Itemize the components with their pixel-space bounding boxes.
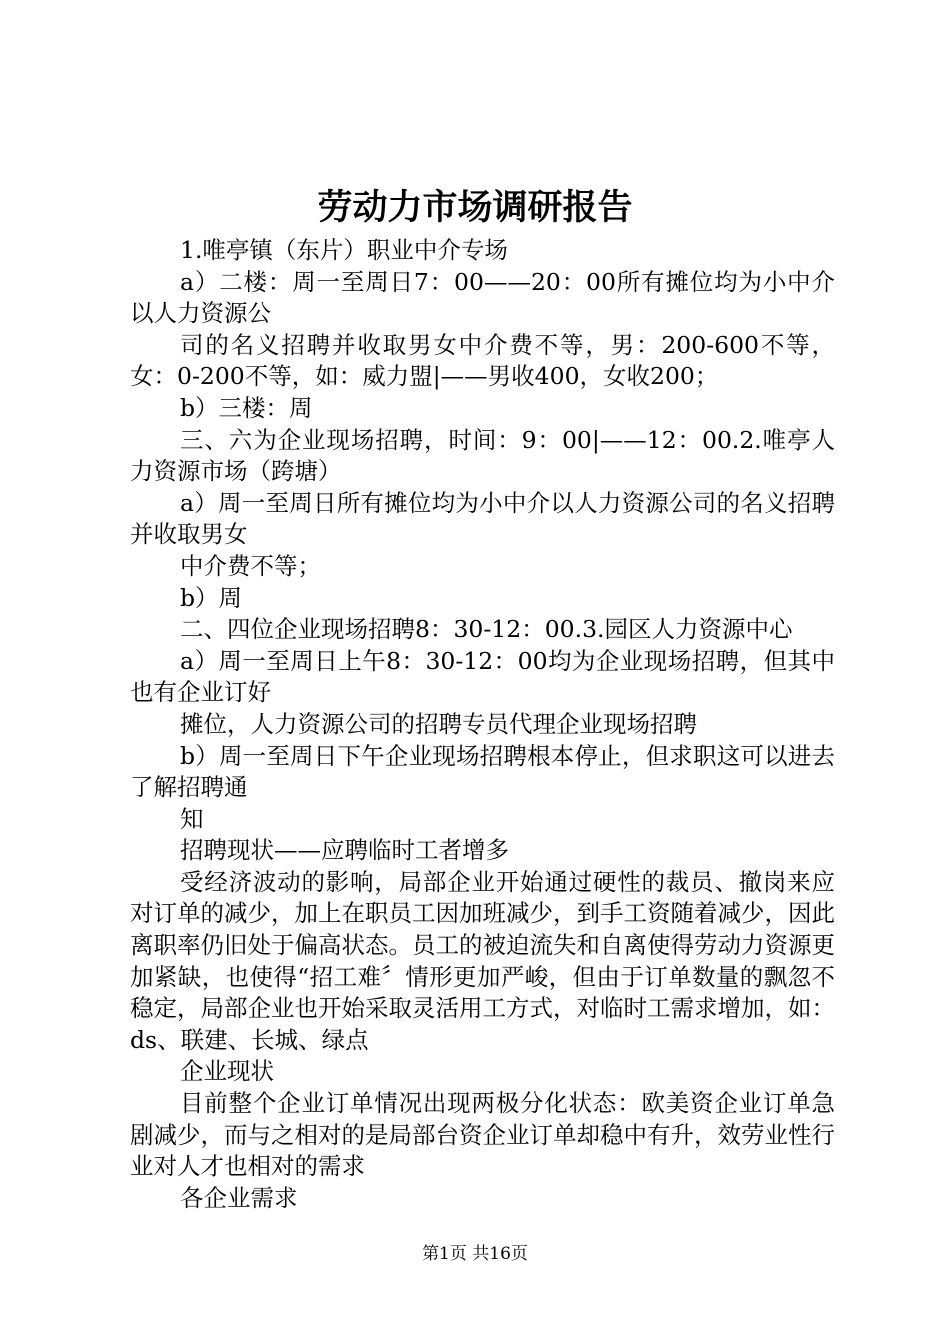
section-heading: 企业现状 [180,1057,274,1086]
document-title: 劳动力市场调研报告 [317,187,633,228]
paragraph: b）三楼：周 [180,393,313,422]
section-heading: 招聘现状——应聘临时工者增多 [180,836,509,865]
paragraph: 摊位，人力资源公司的招聘专员代理企业现场招聘 [180,709,697,738]
paragraph: 知 [180,804,204,833]
page-number-footer: 第1页 共16页 [422,1244,528,1264]
paragraph: 目前整个企业订单情况出现两极分化状态：欧美资企业订单急剧减少，而与之相对的是局部台资企业订单却稳中有升，效劳业性行业对人才也相对的需求 [130,1089,835,1181]
paragraph: 司的名义招聘并收取男女中介费不等，男：200-600不等，女：0-200不等，如：威力盟|——男收400，女收200； [130,330,835,391]
paragraph: b）周 [180,583,243,612]
paragraph: 受经济波动的影响，局部企业开始通过硬性的裁员、撤岗来应对订单的减少，加上在职员工因加班减少，到手工资随着减少，因此离职率仍旧处于偏高状态。员工的被迫流失和自离使得劳动力资源更加紧缺，也使得“招工难〞情形更加严峻，但由于订单数量的飘忽不稳定，局部企业也开始采取灵活用工方式，对临时工需求增加，如：ds、联建、长城、绿点 [130,867,835,1054]
paragraph: a）周一至周日所有摊位均为小中介以人力资源公司的名义招聘并收取男女 [130,488,835,549]
section-heading: 各企业需求 [180,1183,298,1212]
paragraph: a）周一至周日上午8：30-12：00均为企业现场招聘，但其中也有企业订好 [130,646,835,707]
paragraph: a）二楼：周一至周日7：00——20：00所有摊位均为小中介以人力资源公 [130,267,835,328]
paragraph: b）周一至周日下午企业现场招聘根本停止，但求职这可以进去了解招聘通 [130,741,835,802]
paragraph: 三、六为企业现场招聘，时间：9：00|——12：00.2.唯亭人力资源市场（跨塘） [130,425,835,486]
paragraph: 1.唯亭镇（东片）职业中介专场 [180,236,508,264]
paragraph: 中介费不等； [180,551,321,580]
paragraph: 二、四位企业现场招聘8：30-12：00.3.园区人力资源中心 [180,615,793,644]
document-body [130,235,835,1214]
